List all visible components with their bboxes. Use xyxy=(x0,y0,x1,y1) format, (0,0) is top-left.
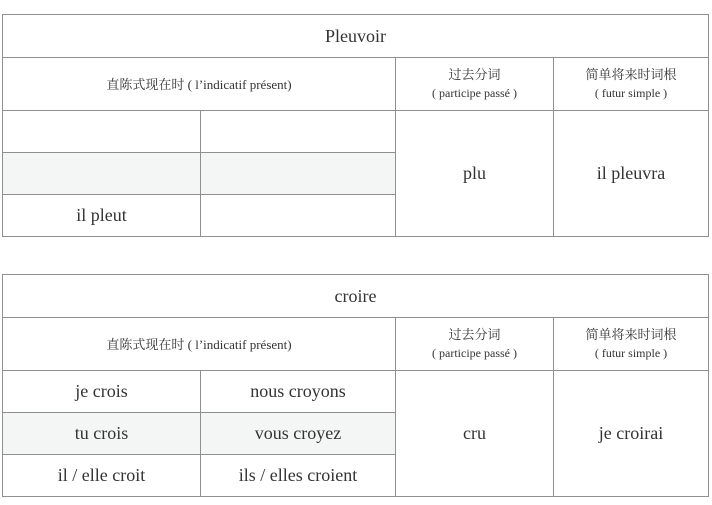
plural-form-cell xyxy=(201,195,396,237)
future-stem-header-fr: ( futur simple ) xyxy=(594,86,668,100)
future-stem-header-fr: ( futur simple ) xyxy=(594,346,668,360)
future-stem-value: il pleuvra xyxy=(554,111,709,237)
past-participle-header-zh: 过去分词 xyxy=(448,67,501,82)
conjugation-row xyxy=(3,371,709,413)
future-stem-header-zh: 简单将来时词根 xyxy=(585,327,677,342)
singular-form-cell xyxy=(3,111,201,153)
plural-form-cell: ils / elles croient xyxy=(201,455,396,497)
conjugation-row xyxy=(3,111,709,153)
past-participle-header-zh: 过去分词 xyxy=(448,327,501,342)
past-participle-header-fr: ( participe passé ) xyxy=(432,86,517,100)
future-stem-header xyxy=(554,318,709,371)
past-participle-header-fr: ( participe passé ) xyxy=(432,346,517,360)
verb-title: croire xyxy=(3,275,709,318)
conjugation-table-pleuvoir xyxy=(2,14,709,237)
past-participle-value: cru xyxy=(396,371,554,497)
singular-form-cell: tu crois xyxy=(3,413,201,455)
past-participle-header xyxy=(396,58,554,111)
plural-form-cell xyxy=(201,111,396,153)
singular-form-cell: je crois xyxy=(3,371,201,413)
conjugation-table-croire xyxy=(2,274,709,497)
present-tense-header: 直陈式现在时 ( l’indicatif présent) xyxy=(3,58,396,111)
plural-form-cell xyxy=(201,153,396,195)
singular-form-cell xyxy=(3,153,201,195)
plural-form-cell: vous croyez xyxy=(201,413,396,455)
singular-form-cell: il / elle croit xyxy=(3,455,201,497)
future-stem-header xyxy=(554,58,709,111)
past-participle-value: plu xyxy=(396,111,554,237)
plural-form-cell: nous croyons xyxy=(201,371,396,413)
past-participle-header xyxy=(396,318,554,371)
future-stem-header-zh: 简单将来时词根 xyxy=(585,67,677,82)
verb-title: Pleuvoir xyxy=(3,15,709,58)
singular-form-cell: il pleut xyxy=(3,195,201,237)
present-tense-header: 直陈式现在时 ( l’indicatif présent) xyxy=(3,318,396,371)
future-stem-value: je croirai xyxy=(554,371,709,497)
